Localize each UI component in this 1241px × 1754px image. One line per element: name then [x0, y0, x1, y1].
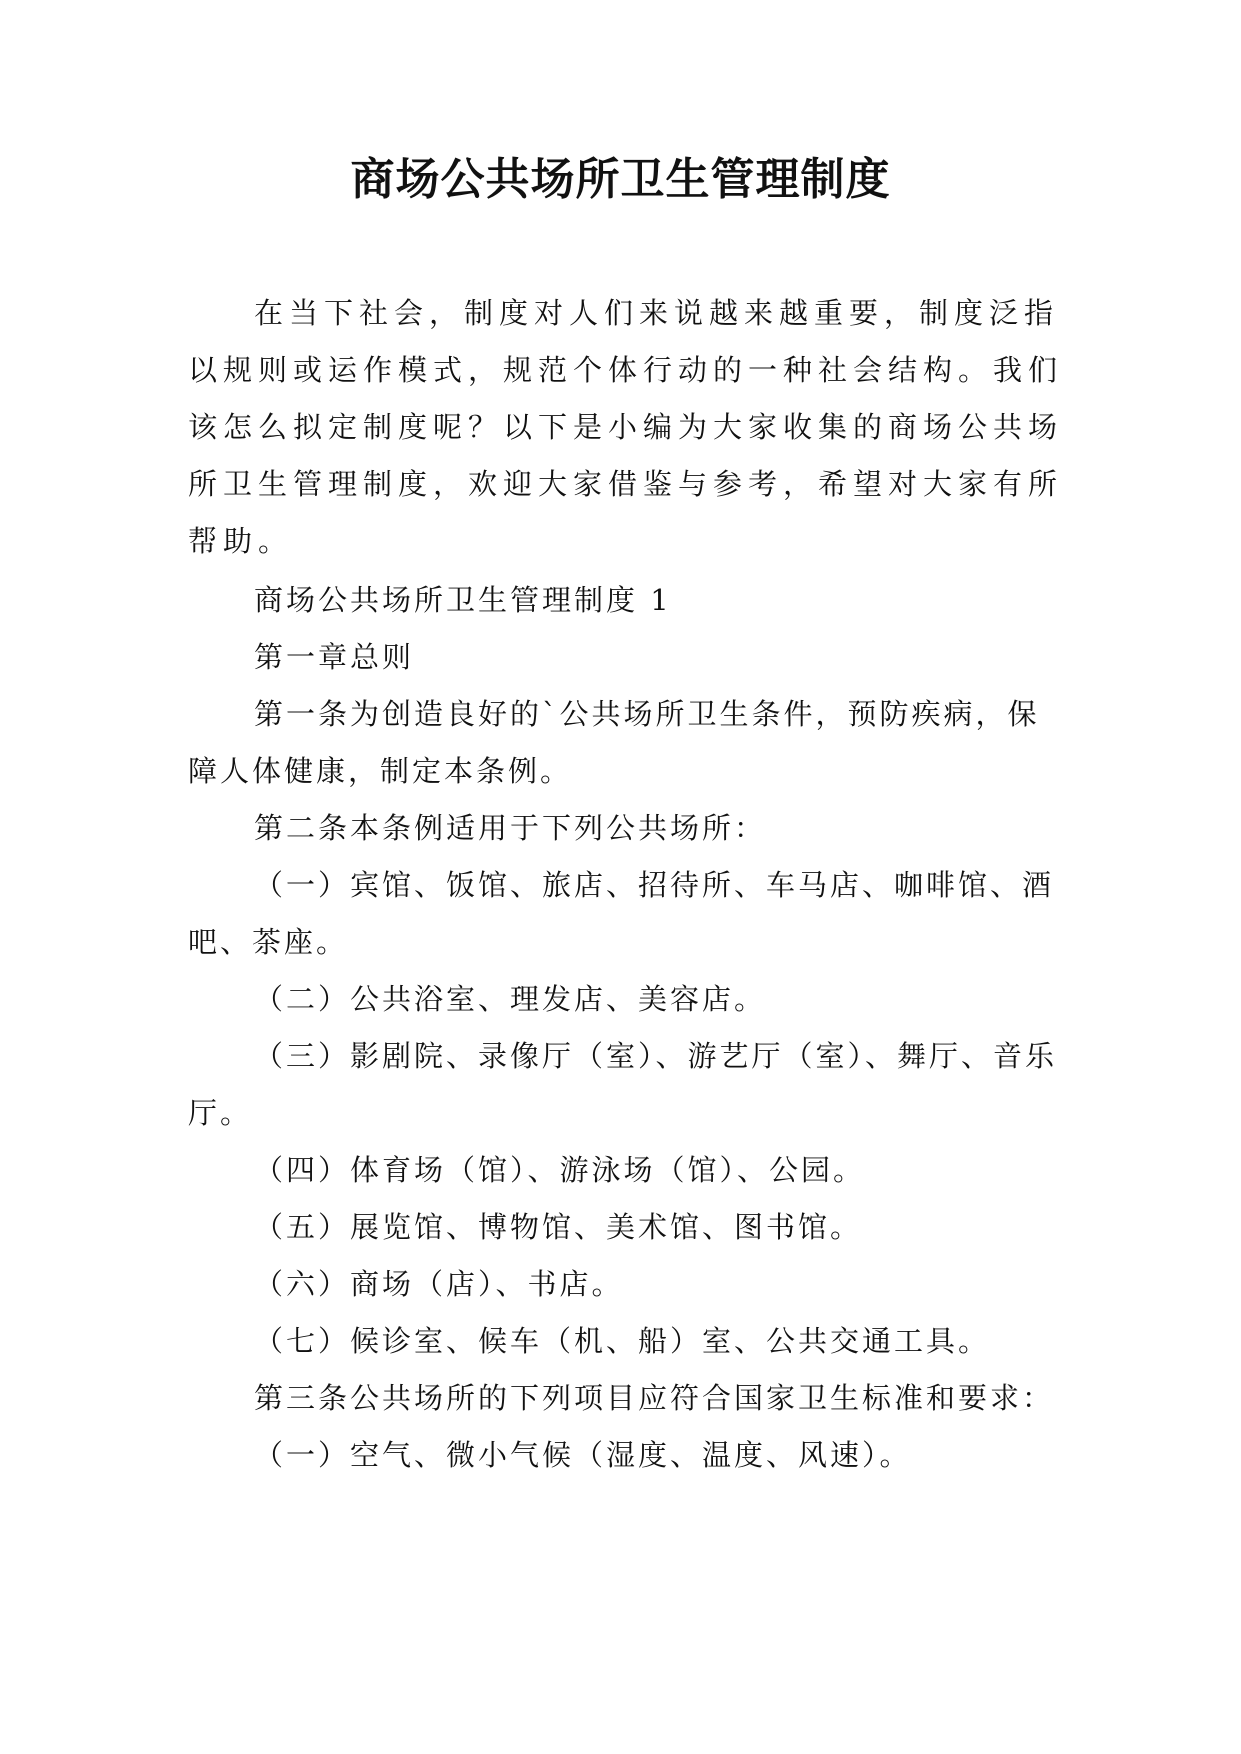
- intro-paragraph: 在当下社会，制度对人们来说越来越重要，制度泛指以规则或运作模式，规范个体行动的一种社会结构。我们该怎么拟定制度呢？以下是小编为大家收集的商场公共场所卫生管理制度，欢迎大家借鉴与参考，希望对大家有所帮助。: [188, 296, 1064, 558]
- article-paragraph: 第一条为创造良好的`公共场所卫生条件，预防疾病，保障人体健康，制定本条例。: [188, 697, 1040, 788]
- list-item: （三）影剧院、录像厅（室）、游艺厅（室）、舞厅、音乐厅。: [188, 1039, 1058, 1130]
- list-item: （七）候诊室、候车（机、船）室、公共交通工具。: [254, 1324, 991, 1358]
- section-heading: 商场公共场所卫生管理制度 1: [254, 583, 672, 617]
- intro-section: [188, 285, 1068, 570]
- list-item: （一）空气、微小气候（湿度、温度、风速）。: [254, 1438, 912, 1472]
- list-item: （四）体育场（馆）、游泳场（馆）、公园。: [254, 1153, 866, 1187]
- list-item: （一）宾馆、饭馆、旅店、招待所、车马店、咖啡馆、酒吧、茶座。: [188, 868, 1055, 959]
- list-item: （五）展览馆、博物馆、美术馆、图书馆。: [254, 1210, 863, 1244]
- article-paragraph: 第二条本条例适用于下列公共场所：: [254, 811, 767, 845]
- chapter-heading: 第一章总则: [254, 640, 415, 674]
- list-item: （六）商场（店）、书店。: [254, 1267, 624, 1301]
- article-paragraph: 第三条公共场所的下列项目应符合国家卫生标准和要求：: [254, 1381, 1055, 1415]
- article-section: [188, 572, 1068, 1484]
- list-item: （二）公共浴室、理发店、美容店。: [254, 982, 767, 1016]
- document-title: 商场公共场所卫生管理制度: [350, 154, 891, 205]
